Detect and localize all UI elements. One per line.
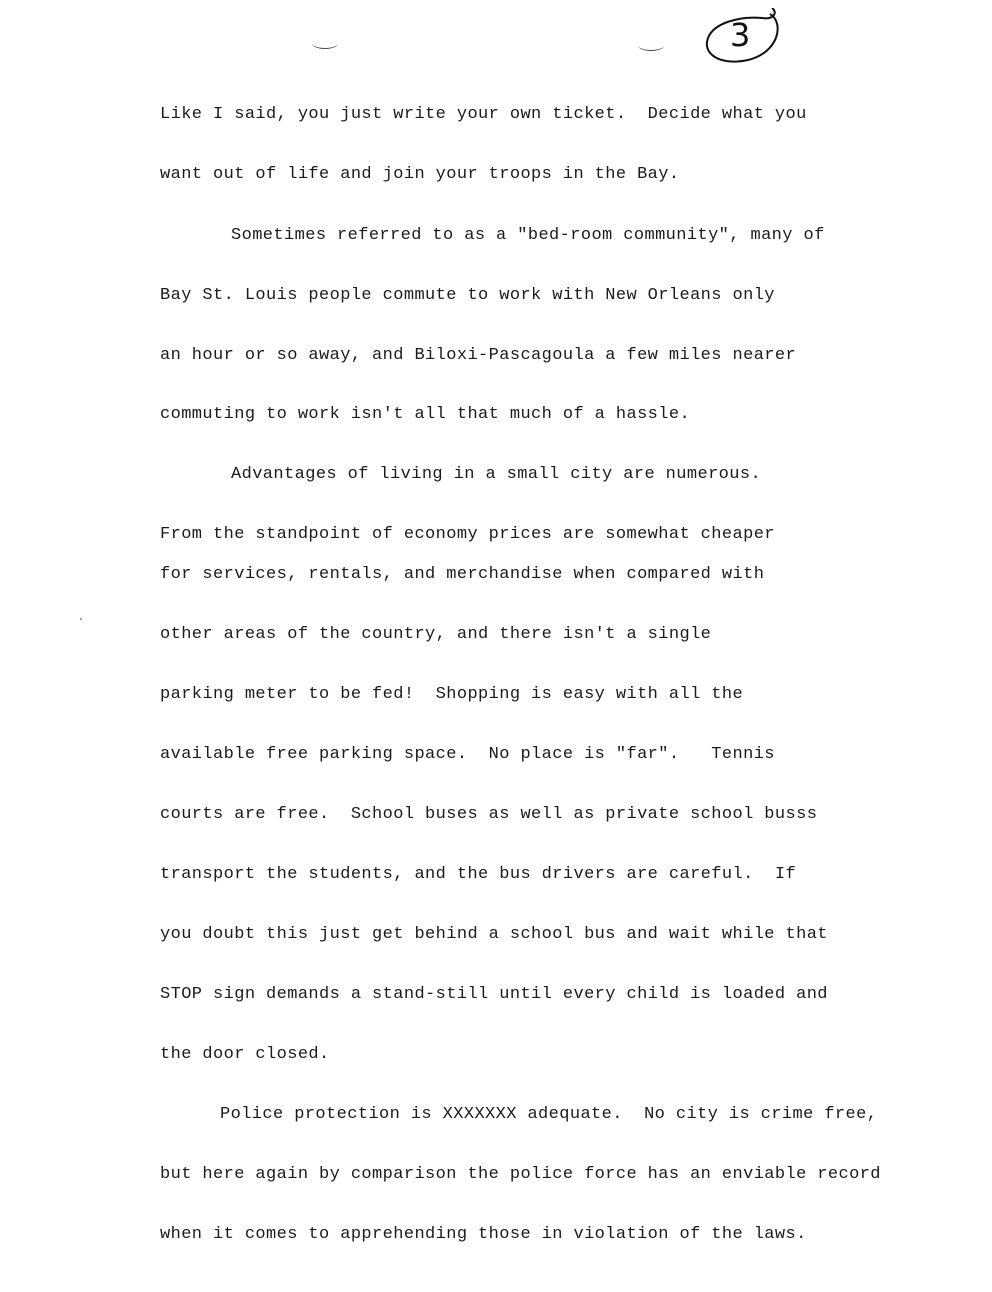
text-line: commuting to work isn't all that much of a hassle. <box>160 405 691 424</box>
text-line: you doubt this just get behind a school bus and wait while that <box>160 925 828 944</box>
text-line: an hour or so away, and Biloxi-Pascagoula a few miles nearer <box>160 346 797 365</box>
text-line: other areas of the country, and there isn't a single <box>160 625 712 644</box>
text-line: STOP sign demands a stand-still until every child is loaded and <box>160 985 828 1004</box>
text-line: Police protection is XXXXXXX adequate. No city is crime free, <box>220 1105 878 1124</box>
text-line: the door closed. <box>160 1045 330 1064</box>
scan-speck <box>80 618 82 620</box>
text-line: Like I said, you just write your own ticket. Decide what you <box>160 105 807 124</box>
text-line: available free parking space. No place is "far". Tennis <box>160 745 775 764</box>
text-line: Sometimes referred to as a "bed-room community", many of <box>231 226 825 245</box>
text-line: transport the students, and the bus drivers are careful. If <box>160 865 797 884</box>
text-line: From the standpoint of economy prices are somewhat cheaper <box>160 525 775 544</box>
text-line: parking meter to be fed! Shopping is easy with all the <box>160 685 744 704</box>
text-line: Advantages of living in a small city are numerous. <box>231 465 762 484</box>
punch-hole-mark <box>312 38 338 49</box>
text-line: Bay St. Louis people commute to work with New Orleans only <box>160 286 775 305</box>
page-number: 3 <box>730 16 751 54</box>
text-line: courts are free. School buses as well as private school busss <box>160 805 818 824</box>
text-line: but here again by comparison the police force has an enviable record <box>160 1165 881 1184</box>
text-line: for services, rentals, and merchandise when compared with <box>160 565 765 584</box>
text-line: when it comes to apprehending those in violation of the laws. <box>160 1225 807 1244</box>
text-line: want out of life and join your troops in the Bay. <box>160 165 680 184</box>
punch-hole-mark <box>638 40 664 51</box>
